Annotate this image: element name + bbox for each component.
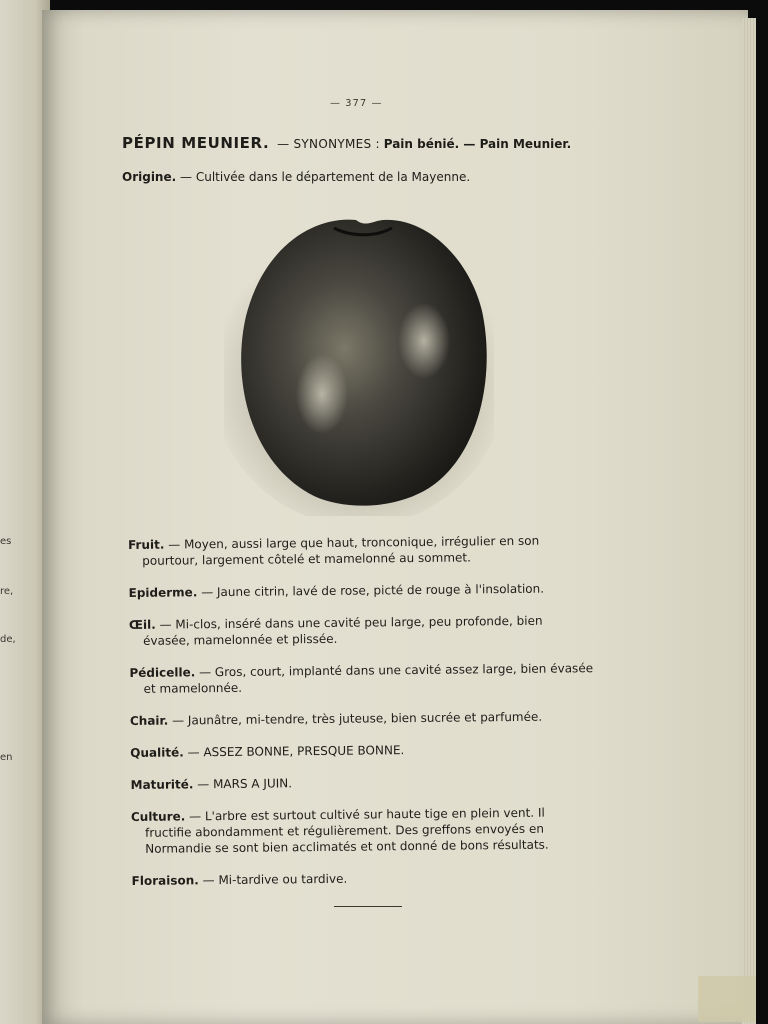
page-content — [42, 10, 748, 1024]
entry-culture — [131, 804, 595, 857]
end-rule — [334, 906, 402, 907]
entry-qualite — [130, 740, 594, 761]
entry-text: — Gros, court, implanté dans une cavité assez large, bien évasée et mamelonnée. — [143, 661, 594, 696]
entry-text: — ASSEZ BONNE, PRESQUE BONNE. — [187, 743, 405, 760]
apple-highlight — [296, 354, 348, 434]
entry-fruit — [128, 532, 592, 569]
entry-text: — Jaune citrin, lavé de rose, picté de rouge à l'insolation. — [201, 581, 545, 600]
entry-heading — [122, 134, 571, 152]
page-stack-edge — [742, 18, 756, 1024]
entry-label: Œil. — [128, 617, 156, 632]
entry-label: Pédicelle. — [129, 665, 196, 680]
left-page-fragment: de, — [0, 634, 16, 645]
apple-body — [241, 220, 487, 506]
entry-chair — [130, 708, 594, 729]
entry-maturite — [131, 772, 595, 793]
page-title: PÉPIN MEUNIER. — [122, 134, 270, 152]
description-entries — [128, 532, 596, 905]
left-page-fragment: re, — [0, 586, 14, 597]
entry-label: Culture. — [130, 809, 186, 824]
origin-text: — Cultivée dans le département de la Mayenne. — [180, 170, 471, 184]
entry-oeil — [129, 612, 593, 649]
page-number: — 377 — — [330, 98, 383, 109]
entry-text: — L'arbre est surtout cultivé sur haute tige en plein vent. Il fructifie abondamment et régulièrement. Des greffons envoyés en Normandie se sont bien acclimatés et ont donné de bons résultats. — [145, 805, 549, 856]
entry-floraison — [132, 868, 596, 889]
synonyms-value: Pain bénié. — Pain Meunier. — [383, 137, 572, 151]
entry-label: Floraison. — [131, 873, 199, 888]
entry-pedicelle — [129, 660, 593, 697]
entry-label: Maturité. — [130, 777, 194, 792]
synonyms-label: — SYNONYMES : — [277, 137, 380, 151]
entry-label: Chair. — [129, 713, 169, 728]
origin-line — [122, 170, 470, 184]
apple-photo — [224, 206, 494, 516]
entry-text: — MARS A JUIN. — [197, 776, 293, 792]
left-page-fragment: es — [0, 536, 12, 547]
entry-text: — Mi-tardive ou tardive. — [202, 871, 348, 888]
entry-text: — Jaunâtre, mi-tendre, très juteuse, bien sucrée et parfumée. — [172, 709, 543, 728]
entry-label: Fruit. — [128, 537, 165, 552]
apple-highlight — [398, 303, 450, 379]
entry-label: Epiderme. — [128, 585, 198, 600]
entry-text: — Moyen, aussi large que haut, tronconique, irrégulier en son pourtour, largement côtelé et mamelonné au sommet. — [142, 533, 540, 568]
left-page-fragment: en — [0, 752, 13, 763]
book-page — [42, 10, 748, 1024]
watermark-thumbnail — [698, 976, 756, 1022]
origin-label: Origine. — [122, 170, 177, 184]
entry-text: — Mi-clos, inséré dans une cavité peu large, peu profonde, bien évasée, mamelonnée et plissée. — [143, 613, 543, 648]
entry-label: Qualité. — [130, 745, 184, 760]
entry-epiderme — [129, 580, 593, 601]
